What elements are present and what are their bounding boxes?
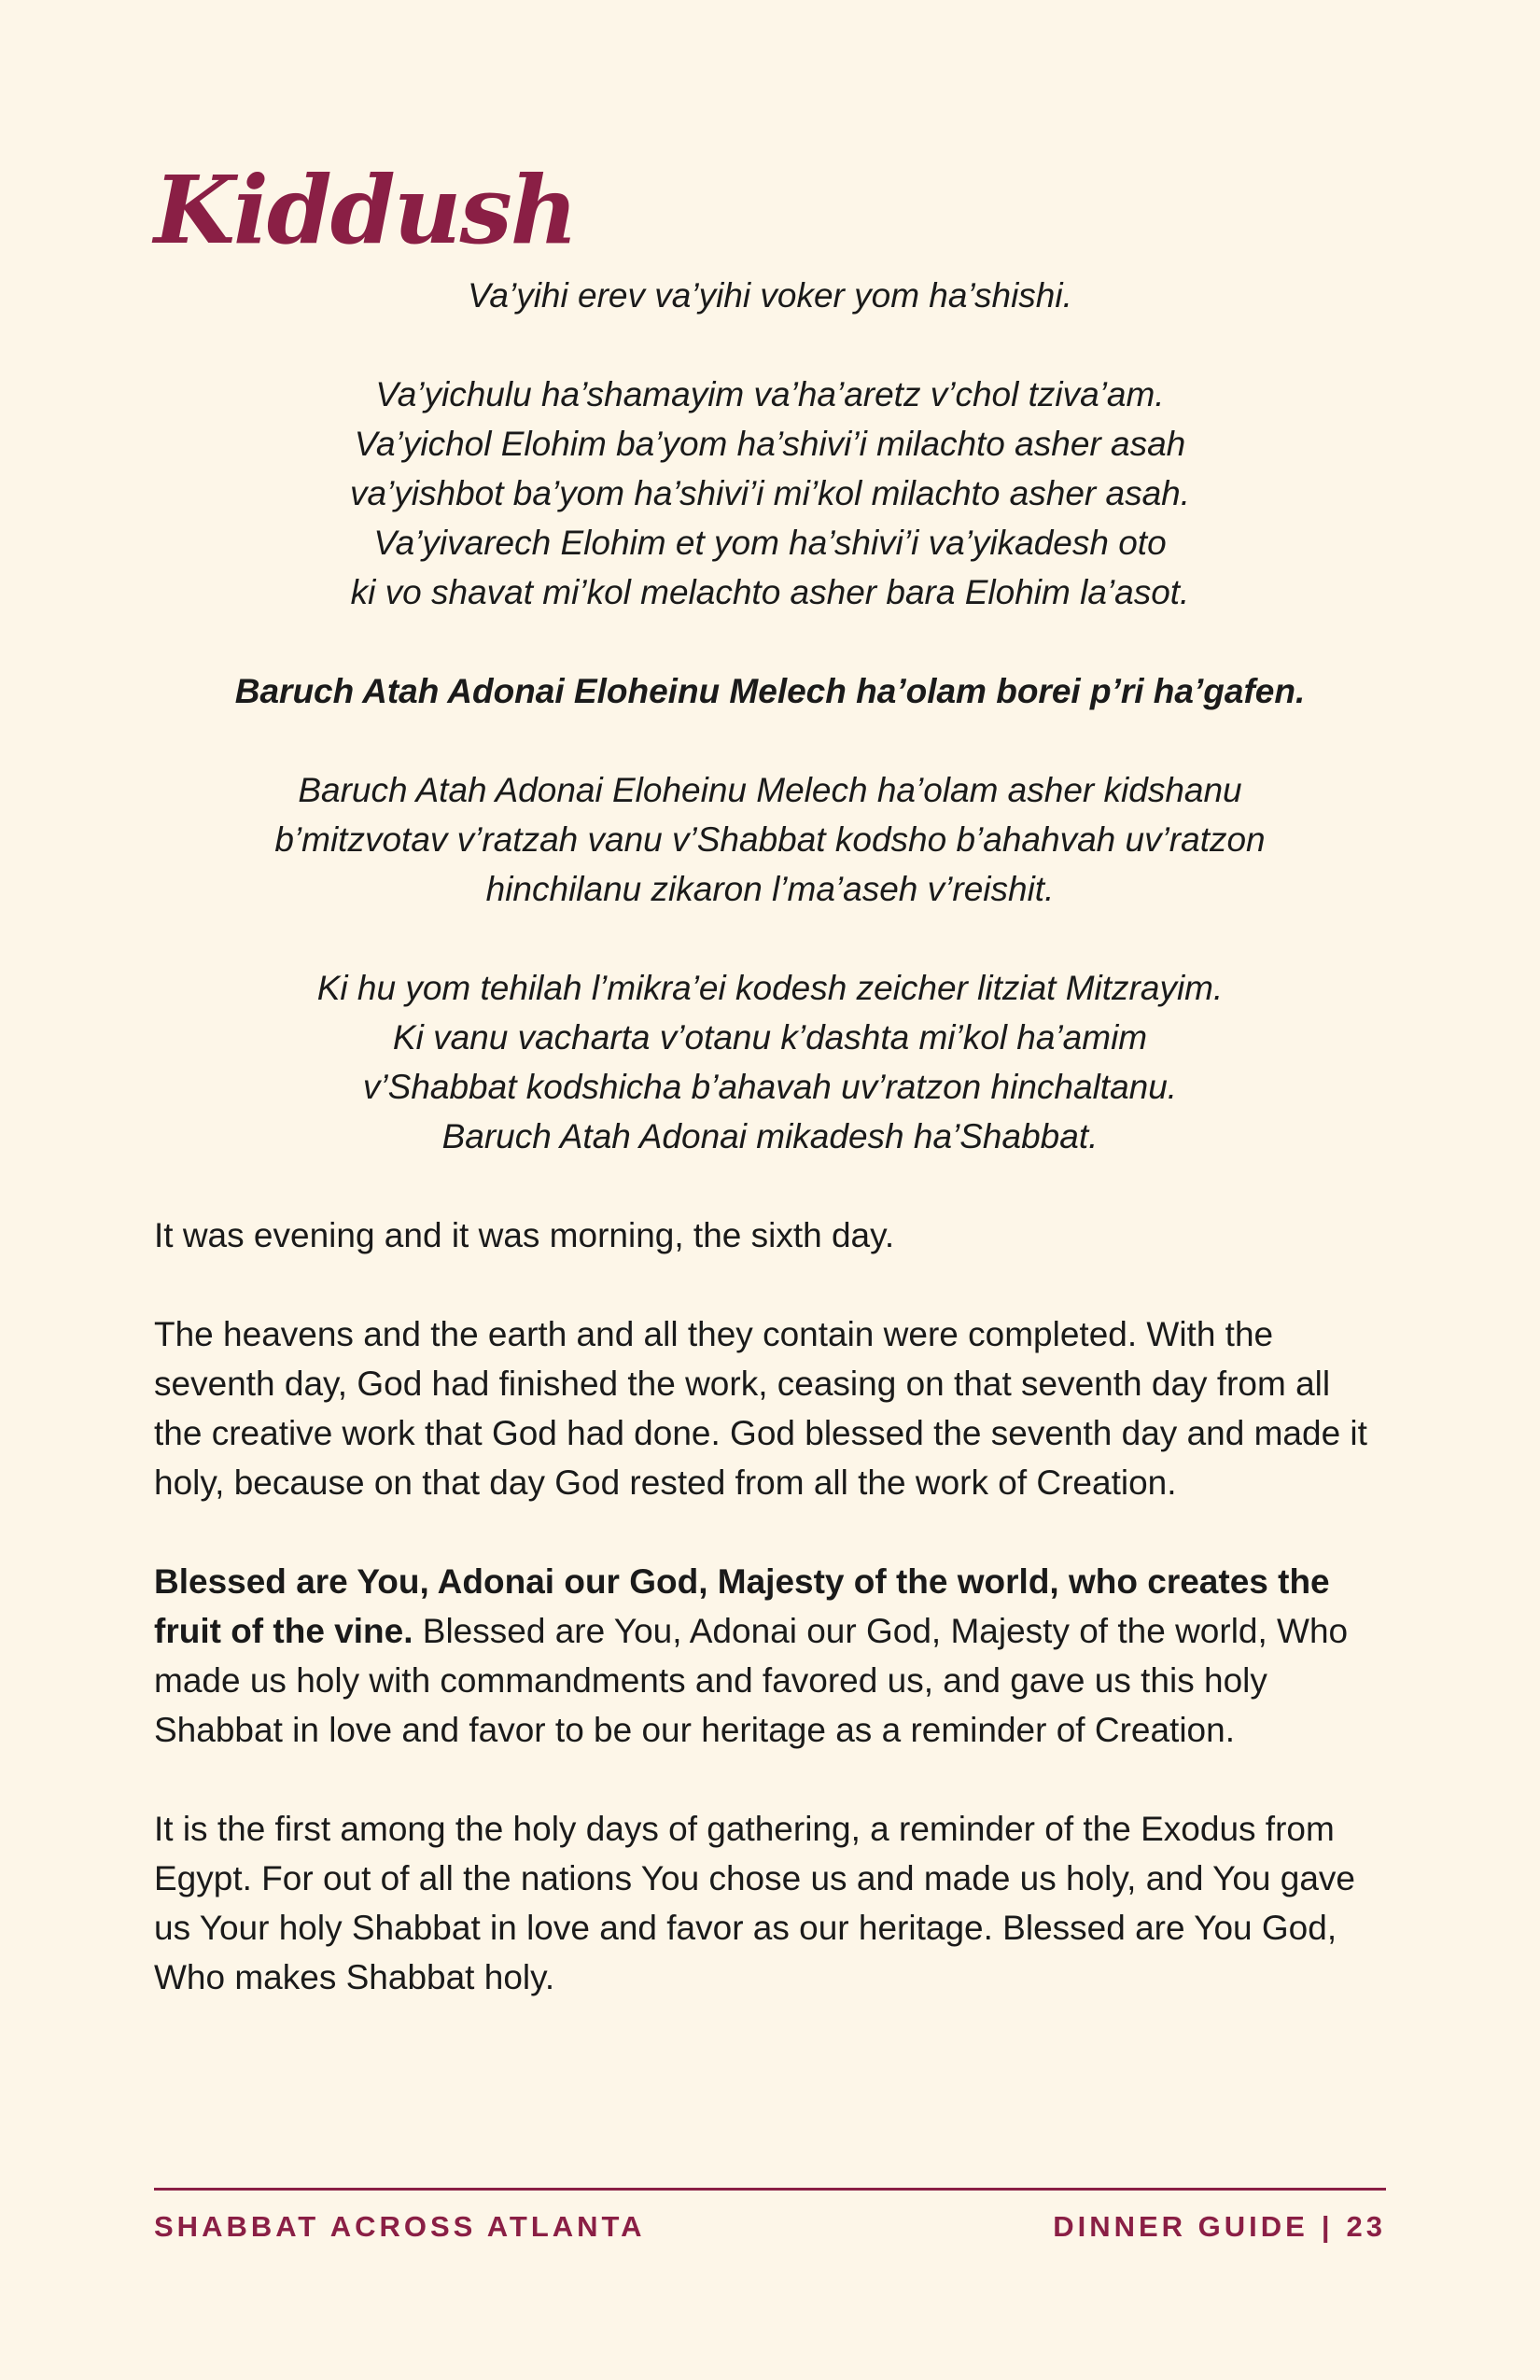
page-footer — [154, 2210, 1386, 2244]
hebrew-transliteration — [154, 271, 1386, 1161]
page-title: Kiddush — [154, 155, 577, 265]
english-paragraph-3 — [154, 1557, 1386, 1755]
hebrew-stanza-3 — [154, 666, 1386, 716]
footer-section-label: DINNER GUIDE — [1053, 2210, 1309, 2243]
english-paragraph-4: It is the first among the holy days of gathering, a reminder of the Exodus from Egypt. For out of all the nations You chose us and made us holy, and You gave us Your holy Shabbat in love and favor as our heritage. Blessed are You God, Who makes Shabbat holy. — [154, 1810, 1356, 1996]
footer-divider — [154, 2188, 1386, 2191]
footer-separator: | — [1321, 2210, 1334, 2243]
hebrew-line-bold: Baruch Atah Adonai Eloheinu Melech ha’olam borei p’ri ha’gafen. — [234, 672, 1306, 710]
hebrew-line: Baruch Atah Adonai Eloheinu Melech ha’olam asher kidshanu — [298, 771, 1242, 809]
hebrew-line: Va’yivarech Elohim et yom ha’shivi’i va’yikadesh oto — [373, 524, 1167, 562]
footer-publication-title: SHABBAT ACROSS ATLANTA — [154, 2210, 646, 2243]
footer-section-info — [1053, 2210, 1386, 2244]
hebrew-line: b’mitzvotav v’ratzah vanu v’Shabbat kodsho b’ahahvah uv’ratzon — [274, 820, 1266, 859]
hebrew-stanza-4 — [154, 765, 1386, 914]
page-content — [154, 149, 1386, 2002]
hebrew-stanza-5 — [154, 963, 1386, 1161]
english-translation — [154, 1211, 1386, 2002]
hebrew-line: ki vo shavat mi’kol melachto asher bara Elohim la’asot. — [350, 573, 1190, 611]
english-paragraph-1: It was evening and it was morning, the sixth day. — [154, 1216, 895, 1254]
page-number: 23 — [1346, 2210, 1386, 2243]
hebrew-line: v’Shabbat kodshicha b’ahavah uv’ratzon hinchaltanu. — [362, 1068, 1178, 1106]
hebrew-line: Baruch Atah Adonai mikadesh ha’Shabbat. — [441, 1117, 1099, 1155]
hebrew-line: Ki hu yom tehilah l’mikra’ei kodesh zeicher litziat Mitzrayim. — [316, 969, 1224, 1007]
hebrew-line: Va’yichol Elohim ba’yom ha’shivi’i milachto asher asah — [354, 425, 1186, 463]
hebrew-stanza-1 — [154, 271, 1386, 320]
blessing-bold-text: Blessed are You, Adonai our God, Majesty of the world, who creates the fruit of the vine. — [154, 1562, 1330, 1650]
hebrew-line: Va’yichulu ha’shamayim va’ha’aretz v’chol tziva’am. — [375, 375, 1165, 413]
blessing-text: Blessed are You, Adonai our God, Majesty of the world, Who made us holy with commandments and favored us, and gave us this holy Shabbat in love and favor to be our heritage as a reminder of Creation. — [154, 1612, 1349, 1749]
hebrew-line: Ki vanu vacharta v’otanu k’dashta mi’kol ha’amim — [392, 1018, 1148, 1057]
english-paragraph-2: The heavens and the earth and all they contain were completed. With the seventh day, God had finished the work, ceasing on that seventh day from all the creative work that God had done. God blessed the seventh day and made it holy, because on that day God rested from all the work of Creation. — [154, 1315, 1367, 1502]
hebrew-line: Va’yihi erev va’yihi voker yom ha’shishi. — [468, 276, 1072, 315]
hebrew-line: va’yishbot ba’yom ha’shivi’i mi’kol milachto asher asah. — [349, 474, 1191, 512]
hebrew-line: hinchilanu zikaron l’ma’aseh v’reishit. — [485, 870, 1055, 908]
hebrew-stanza-2 — [154, 370, 1386, 617]
